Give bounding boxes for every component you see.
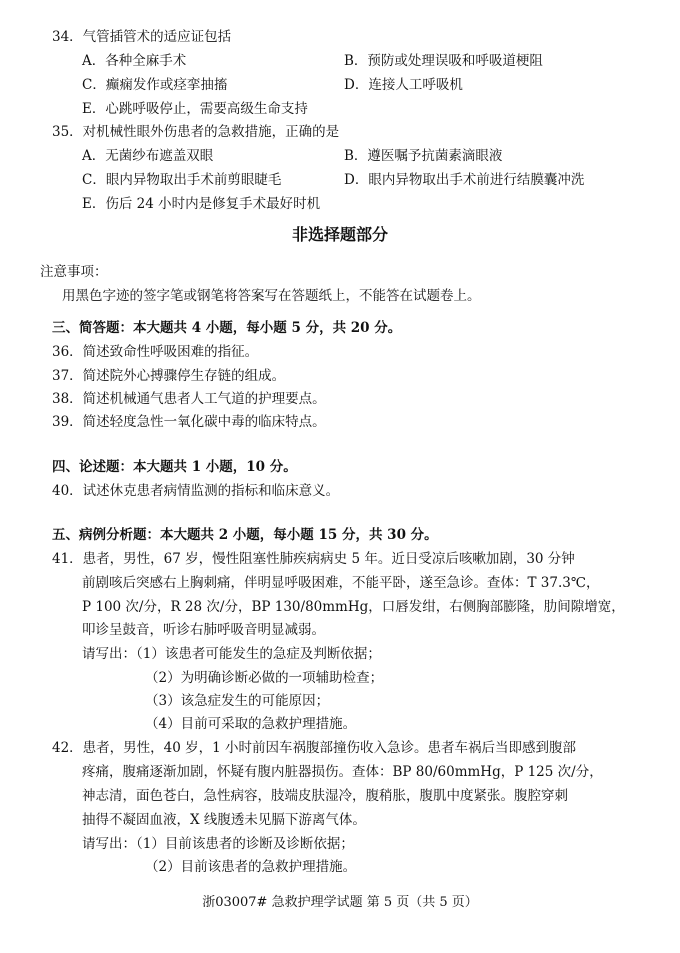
- page-footer: 浙03007# 急救护理学试题 第 5 页（共 5 页）: [202, 895, 478, 910]
- question-36: 36．简述致命性呼吸困难的指征。: [52, 344, 259, 360]
- part5-heading: 五、病例分析题：本大题共 2 小题，每小题 15 分，共 30 分。: [52, 527, 438, 543]
- question-39: 39．简述轻度急性一氧化碳中毒的临床特点。: [52, 414, 326, 430]
- question-41-line-4: 叩诊呈鼓音，听诊右肺呼吸音明显减弱。: [82, 622, 325, 638]
- question-41-line-2: 前剧咳后突感右上胸刺痛，伴明显呼吸困难，不能平卧，遂至急诊。查体：T 37.3℃，: [82, 575, 600, 591]
- question-42-ask-1: 请写出：（1）目前该患者的诊断及诊断依据；: [82, 836, 354, 852]
- question-41-line-3: P 100 次/分，R 28 次/分，BP 130/80mmHg，口唇发绀，右侧胸部膨隆，肋间隙增宽，: [82, 599, 625, 615]
- question-41-ask-2: （2）为明确诊断必做的一项辅助检查；: [145, 670, 384, 686]
- question-34-option-e: E．心跳呼吸停止，需要高级生命支持: [82, 101, 308, 117]
- question-40: 40．试述休克患者病情监测的指标和临床意义。: [52, 483, 340, 499]
- part3-heading: 三、简答题：本大题共 4 小题，每小题 5 分，共 20 分。: [52, 320, 402, 336]
- question-38: 38．简述机械通气患者人工气道的护理要点。: [52, 391, 326, 407]
- notice-text: 用黑色字迹的签字笔或钢笔将答案写在答题纸上，不能答在试题卷上。: [62, 288, 481, 304]
- question-34-option-b: B．预防或处理误吸和呼吸道梗阻: [344, 53, 543, 69]
- question-34-option-c: C．癫痫发作或痉挛抽搐: [82, 77, 228, 93]
- question-41-ask-1: 请写出：（1）该患者可能发生的急症及判断依据；: [82, 646, 381, 662]
- question-37: 37．简述院外心搏骤停生存链的组成。: [52, 368, 286, 384]
- question-42-ask-2: （2）目前该患者的急救护理措施。: [145, 859, 357, 875]
- question-34-option-a: A．各种全麻手术: [82, 53, 187, 69]
- question-34-option-d: D．连接人工呼吸机: [344, 77, 463, 93]
- section-title: 非选择题部分: [291, 225, 388, 244]
- question-35-option-e: E．伤后 24 小时内是修复手术最好时机: [82, 196, 321, 212]
- question-35-stem: 35．对机械性眼外伤患者的急救措施，正确的是: [52, 124, 340, 140]
- question-34-stem: 34．气管插管术的适应证包括: [52, 29, 232, 45]
- question-35-option-b: B．遵医嘱予抗菌素滴眼液: [344, 148, 503, 164]
- question-41-ask-3: （3）该急症发生的可能原因；: [145, 693, 330, 709]
- question-35-option-d: D．眼内异物取出手术前进行结膜囊冲洗: [344, 172, 585, 188]
- question-35-option-c: C．眼内异物取出手术前剪眼睫毛: [82, 172, 282, 188]
- question-42-line-3: 神志清，面色苍白，急性病容，肢端皮肤湿冷，腹稍胀，腹肌中度紧张。腹腔穿刺: [82, 788, 568, 804]
- question-41-ask-4: （4）目前可采取的急救护理措施。: [145, 716, 357, 732]
- question-42-line-4: 抽得不凝固血液，X 线腹透未见膈下游离气体。: [82, 812, 366, 828]
- question-42-line-1: 42．患者，男性，40 岁，1 小时前因车祸腹部撞伤收入急诊。患者车祸后当即感到腹部: [52, 740, 577, 756]
- question-35-option-a: A．无菌纱布遮盖双眼: [82, 148, 214, 164]
- part4-heading: 四、论述题：本大题共 1 小题，10 分。: [52, 459, 297, 475]
- question-42-line-2: 疼痛，腹痛逐渐加剧，怀疑有腹内脏器损伤。查体：BP 80/60mmHg，P 125 次/分，: [82, 764, 603, 780]
- question-41-line-1: 41．患者，男性，67 岁，慢性阻塞性肺疾病病史 5 年。近日受凉后咳嗽加剧，30 分钟: [52, 551, 575, 567]
- notice-label: 注意事项：: [40, 264, 108, 280]
